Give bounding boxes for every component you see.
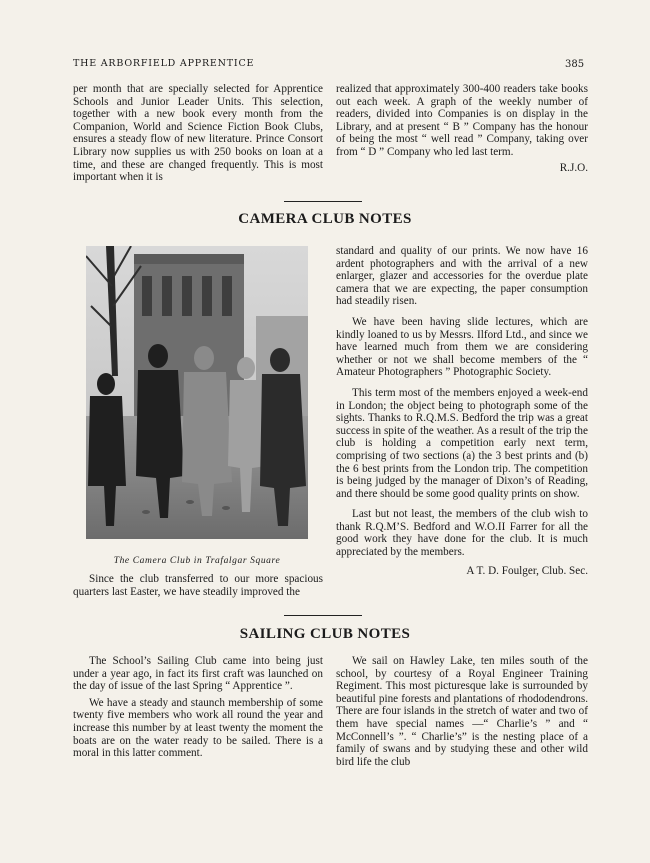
running-title: THE ARBORFIELD APPRENTICE (73, 58, 255, 69)
sailing-left-column (73, 655, 323, 760)
library-right-column (336, 83, 588, 174)
section-divider (284, 201, 362, 202)
sailing-right-column (336, 655, 588, 768)
camera-club-heading: CAMERA CLUB NOTES (238, 211, 412, 227)
camera-paragraph: This term most of the members enjoyed a week-end in London; the object being to photograph some of the sights. Thanks to R.Q.M.S. Bedford the trip was a great success in spite of the weather. As a result of the trip the club is holding a competition early next term, comprising of two sections (a) the 3 best prints and (b) the 6 best prints from the London trip. The competition is being judged by the manager of Dixon’s of Reading, and there should be some good quality prints on show. (336, 386, 588, 500)
camera-paragraph: standard and quality of our prints. We now have 16 ardent photographers and with the arrival of a new enlarger, glazer and accessories for the overdue plate camera that we are expecting, the paper consumption had steadily risen. (336, 245, 588, 308)
library-left-paragraph: per month that are specially selected for Apprentice Schools and Junior Leader Units. This selection, together with a new book every month from the Companion, World and Science Fiction Book Clubs, ensures a steady flow of new literature. Prince Consort Library now supplies us with 250 books on loan at a time, and these are changed frequently. This is most important when it is (73, 83, 323, 184)
library-left-column (73, 83, 323, 184)
section-divider (284, 615, 362, 616)
camera-paragraph: We have been having slide lectures, which are kindly loaned to us by Messrs. Ilford Ltd., and since we have learned much from them we are considering whether or not we shall become members of the “ Amateur Photographers ” Photographic Society. (336, 315, 588, 379)
sailing-paragraph: We have a steady and staunch membership of some twenty five members who work all round the year and increase this number by at least twenty the moment the boats are on the water ready to be sailed. There is a moral in this latter comment. (73, 696, 323, 760)
camera-left-paragraph: Since the club transferred to our more spacious quarters last Easter, we have steadily improved the (73, 573, 323, 598)
library-signature: R.J.O. (559, 161, 588, 174)
camera-paragraph: Last but not least, the members of the club wish to thank R.Q.M’S. Bedford and W.O.II Farrer for all the good work they have done for the club. It is much appreciated by the members. (336, 508, 588, 559)
sailing-right-paragraph: We sail on Hawley Lake, ten miles south of the school, by courtesy of a Royal Engineer Training Regiment. This most picturesque lake is surrounded by beautiful pine forests and plantations of rhododendrons. There are four islands in the stretch of water and two of them have special names —“ Charlie’s ” and “ McConnell’s ”. “ Charlie’s” is the nesting place of a family of swans and by studying these and other wild bird life the club (336, 655, 588, 768)
camera-left-column (73, 573, 323, 598)
sailing-paragraph: The School’s Sailing Club came into being just under a year ago, in fact its first craft was launched on the day of issue of the last Spring “ Apprentice ”. (73, 655, 323, 693)
photo-caption: The Camera Club in Trafalgar Square (113, 556, 281, 566)
library-right-paragraph: realized that approximately 300-400 readers take books out each week. A graph of the weekly number of readers, divided into Companies is on display in the Library, and at present “ B ” Company has the honour of being the most “ well read ” Company, taking over from “ D ” Company who led last term. (336, 83, 588, 158)
page-number: 385 (565, 59, 585, 70)
camera-right-column (336, 245, 588, 577)
camera-club-signature: A T. D. Foulger, Club. Sec. (466, 564, 588, 577)
camera-club-photo (86, 246, 308, 539)
sailing-club-heading: SAILING CLUB NOTES (239, 626, 411, 642)
